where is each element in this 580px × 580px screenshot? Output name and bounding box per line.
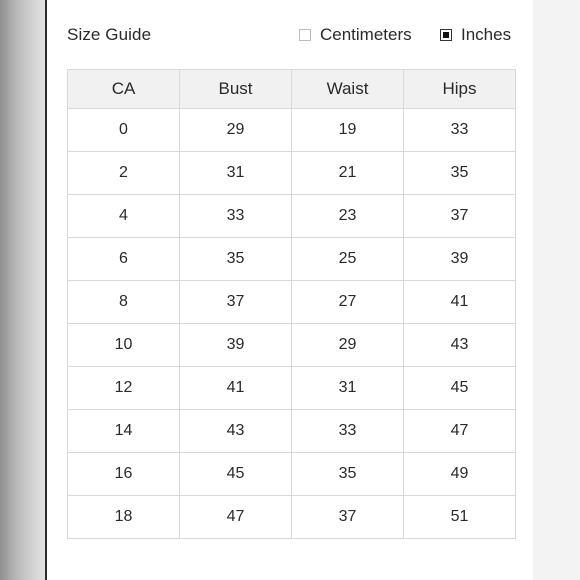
cell-bust: 29 <box>180 109 292 152</box>
table-body <box>68 109 516 539</box>
size-guide-title: Size Guide <box>67 25 152 44</box>
table-row <box>68 410 516 453</box>
table-row <box>68 367 516 410</box>
cell-bust: 47 <box>180 496 292 539</box>
cell-size: 6 <box>68 238 180 281</box>
cell-waist: 19 <box>292 109 404 152</box>
cell-size: 14 <box>68 410 180 453</box>
inches-checkbox[interactable] <box>440 29 452 41</box>
table-row <box>68 152 516 195</box>
cell-size: 16 <box>68 453 180 496</box>
cell-hips: 47 <box>404 410 516 453</box>
cell-hips: 45 <box>404 367 516 410</box>
cell-waist: 29 <box>292 324 404 367</box>
column-header-ca: CA <box>68 70 180 109</box>
cell-hips: 51 <box>404 496 516 539</box>
cell-hips: 33 <box>404 109 516 152</box>
cell-waist: 33 <box>292 410 404 453</box>
table-row <box>68 281 516 324</box>
cell-waist: 37 <box>292 496 404 539</box>
cell-hips: 35 <box>404 152 516 195</box>
cell-bust: 37 <box>180 281 292 324</box>
cell-bust: 39 <box>180 324 292 367</box>
cell-bust: 45 <box>180 453 292 496</box>
cell-bust: 31 <box>180 152 292 195</box>
centimeters-label: Centimeters <box>320 25 412 44</box>
table-row <box>68 324 516 367</box>
cell-size: 18 <box>68 496 180 539</box>
size-guide-panel <box>47 0 533 580</box>
table-row <box>68 238 516 281</box>
column-header-waist: Waist <box>292 70 404 109</box>
centimeters-checkbox[interactable] <box>299 29 311 41</box>
cell-waist: 31 <box>292 367 404 410</box>
cell-hips: 49 <box>404 453 516 496</box>
cell-bust: 33 <box>180 195 292 238</box>
cell-size: 4 <box>68 195 180 238</box>
table-row <box>68 109 516 152</box>
background-shade <box>0 0 47 580</box>
cell-size: 8 <box>68 281 180 324</box>
cell-waist: 35 <box>292 453 404 496</box>
cell-waist: 27 <box>292 281 404 324</box>
size-table <box>67 69 516 539</box>
table-row <box>68 195 516 238</box>
column-header-hips: Hips <box>404 70 516 109</box>
cell-size: 2 <box>68 152 180 195</box>
cell-waist: 25 <box>292 238 404 281</box>
scroll-track[interactable] <box>533 0 580 580</box>
cell-waist: 23 <box>292 195 404 238</box>
inches-label: Inches <box>461 25 512 44</box>
cell-bust: 35 <box>180 238 292 281</box>
cell-hips: 41 <box>404 281 516 324</box>
cell-hips: 39 <box>404 238 516 281</box>
table-header-row <box>68 70 516 109</box>
cell-hips: 43 <box>404 324 516 367</box>
column-header-bust: Bust <box>180 70 292 109</box>
unit-option-inches[interactable] <box>440 25 511 45</box>
cell-bust: 43 <box>180 410 292 453</box>
table-row <box>68 453 516 496</box>
cell-waist: 21 <box>292 152 404 195</box>
cell-hips: 37 <box>404 195 516 238</box>
cell-size: 0 <box>68 109 180 152</box>
cell-bust: 41 <box>180 367 292 410</box>
cell-size: 10 <box>68 324 180 367</box>
unit-option-centimeters[interactable] <box>299 25 412 45</box>
cell-size: 12 <box>68 367 180 410</box>
table-row <box>68 496 516 539</box>
